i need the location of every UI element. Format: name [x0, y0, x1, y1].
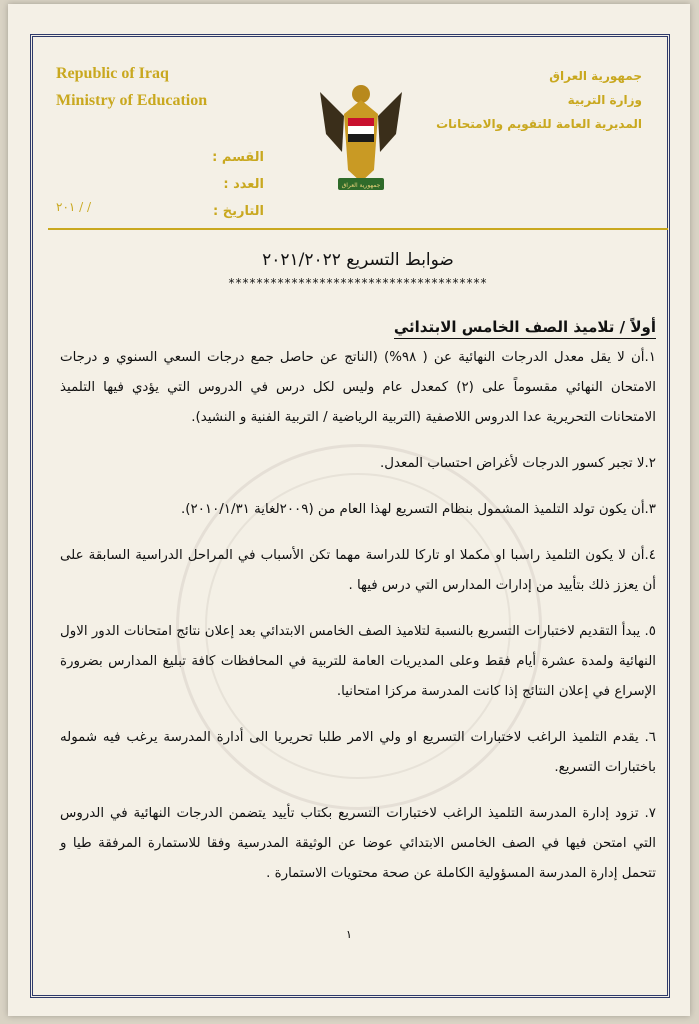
document-body — [60, 242, 656, 889]
section-heading: أولاً / تلاميذ الصف الخامس الابتدائي — [394, 318, 656, 339]
page-number: ١ — [346, 928, 352, 941]
stars-divider: ************************************* — [228, 276, 488, 290]
ministry-arabic: وزارة التربية — [567, 93, 642, 107]
republic-label: Republic of Iraq — [56, 65, 169, 82]
list-item: ٥. يبدأ التقديم لاختبارات التسريع بالنسبة لتلاميذ الصف الخامس الابتدائي بعد إعلان نتائج امتحانات الدور الاول النهائية ولمدة عشرة أيام فقط وعلى المديريات العامة للتربية في المحافظات كافة تبليغ المدارس بضرورة الإسراع في إعلان النتائج إذا كانت المدرسة مركزا امتحانيا. — [60, 624, 656, 699]
document-page — [8, 4, 690, 1016]
field-date: التاريخ : — [213, 204, 264, 219]
list-item: ٢.لا تجبر كسور الدرجات لأغراض احتساب المعدل. — [379, 456, 656, 471]
ministry-label: Ministry of Education — [56, 92, 208, 109]
list-item: ٧. تزود إدارة المدرسة التلميذ الراغب لاختبارات التسريع بكتاب تأييد يتضمن الدرجات النهائية في الدروس التي امتحن فيها في الصف الخامس الابتدائي عوضا عن الوثيقة المدرسية وفقا للاستمارة المرفقة طيا و تتحمل إدارة المدرسة المسؤولية الكاملة عن صحة محتويات الاستمارة . — [60, 806, 656, 881]
date-placeholder: ٢٠١ / / — [56, 200, 92, 214]
arabic-header — [436, 64, 642, 136]
list-item: ٦. يقدم التلميذ الراغب لاختبارات التسريع او ولي الامر طلبا تحريريا الى أدارة المدرسة يرغب فيه شموله باختبارات التسريع. — [60, 730, 656, 775]
list-item: ٣.أن يكون تولد التلميذ المشمول بنظام التسريع لهذا العام من (٢٠٠٩لغاية ٢٠١٠/١/٣١). — [181, 502, 656, 517]
reference-fields — [64, 144, 264, 225]
document-title: ضوابط التسريع ٢٠٢١/٢٠٢٢ — [262, 250, 454, 270]
english-header — [56, 60, 207, 114]
list-item: ١.أن لا يقل معدل الدرجات النهائية عن ( ٩٨%) (الناتج عن حاصل جمع درجات السعي السنوي و درجات الامتحان النهائي مقسوماً على (٢) كمعدل عام وليس لكل درس في الدروس التي يؤدي فيها التلميذ الامتحانات التحريرية عدا الدروس اللاصفية (التربية الرياضية / التربية الفنية و النشيد). — [60, 350, 656, 425]
field-number: العدد : — [223, 177, 264, 192]
directorate-arabic: المديرية العامة للتقويم والامتحانات — [436, 117, 642, 131]
field-department: القسم : — [212, 150, 264, 165]
eagle-emblem-icon — [314, 74, 408, 198]
header-divider — [48, 228, 668, 230]
list-item: ٤.أن لا يكون التلميذ راسبا او مكملا او تاركا للدراسة مهما تكن الأسباب في المراحل الدراسية السابقة على أن يعزز ذلك بتأييد من إدارات المدارس التي درس فيها . — [60, 548, 656, 593]
emblem-caption: جمهورية العراق — [341, 182, 381, 189]
republic-arabic: جمهورية العراق — [549, 69, 642, 83]
